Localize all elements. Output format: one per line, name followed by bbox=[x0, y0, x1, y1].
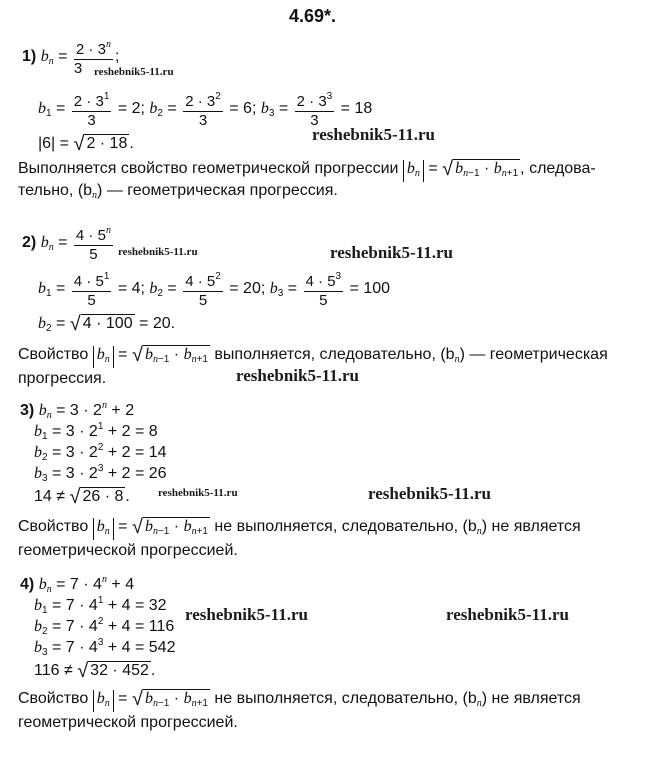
watermark-3: reshebnik5-11.ru bbox=[118, 246, 198, 258]
part-3-check: 14 ≠ √ 26 · 8 . bbox=[34, 486, 130, 508]
watermark-7: reshebnik5-11.ru bbox=[368, 484, 491, 503]
part-4-line-1: $b_1 = 7 \cdot 4^1 + 4 = 32$ bbox=[34, 595, 167, 616]
problem-title: 4.69*. bbox=[289, 6, 337, 26]
watermark-8: reshebnik5-11.ru bbox=[185, 605, 308, 624]
part-2-terms: $b_1$ = $\frac{4 \cdot 5^1}{5}$ = 4; $b_2$ = $\frac{4 \cdot 5^2}{5}$ = 20; $b_3$ = $\frac{4 \cdot 5^3}{5}$ = 100 bbox=[38, 268, 390, 310]
watermark-6: reshebnik5-11.ru bbox=[158, 487, 238, 499]
part-4-conclusion-line2: геометрической прогрессией. bbox=[18, 714, 238, 731]
part-2-formula: 2) $b_n$ = $\frac{4 \cdot 5^n}{5}$ bbox=[22, 222, 115, 264]
watermark-4: reshebnik5-11.ru bbox=[330, 243, 453, 262]
part-4-line-2: $b_2 = 7 \cdot 4^2 + 4 = 116$ bbox=[34, 616, 175, 637]
part-4-check: 116 ≠ √ 32 · 452 . bbox=[34, 660, 156, 682]
part-3-formula: 3) $b_n = 3 \cdot 2^n + 2$ bbox=[20, 400, 135, 421]
part-3-line-3: $b_3 = 3 \cdot 2^3 + 2 = 26$ bbox=[34, 463, 167, 484]
part-2-conclusion-line2: прогрессия. bbox=[18, 370, 107, 387]
part-1-number: 1) bbox=[22, 48, 37, 66]
part-4-line-3: $b_3 = 7 \cdot 4^3 + 4 = 542$ bbox=[34, 637, 176, 658]
part-4-formula: 4) $b_n = 7 \cdot 4^n + 4$ bbox=[20, 574, 135, 595]
part-3-line-2: $b_2 = 3 \cdot 2^2 + 2 = 14$ bbox=[34, 442, 167, 463]
part-1-formula: 1) $b_n$ = $\frac{2 \cdot 3^n}{3}$ ; bbox=[22, 36, 119, 78]
part-3-conclusion-line1: Свойство $b_n$ = √ $b_{n-1} \cdot b_{n+1}$ не выполняется, следовательно, $(b_n)$ не является bbox=[18, 516, 581, 538]
part-4-conclusion-line1: Свойство $b_n$ = √ $b_{n-1} \cdot b_{n+1}$ не выполняется, следовательно, $(b_n)$ не является bbox=[18, 688, 581, 710]
part-3-line-1: $b_1 = 3 \cdot 2^1 + 2 = 8$ bbox=[34, 421, 158, 442]
watermark-1: reshebnik5-11.ru bbox=[94, 66, 174, 78]
watermark-2: reshebnik5-11.ru bbox=[312, 125, 435, 144]
watermark-9: reshebnik5-11.ru bbox=[446, 605, 569, 624]
part-1-conclusion-line1: Выполняется свойство геометрической прогрессии $b_n$ = √ $b_{n-1} \cdot b_{n+1}$ , следова- bbox=[18, 158, 596, 180]
part-3-conclusion-line2: геометрической прогрессией. bbox=[18, 542, 238, 559]
watermark-5: reshebnik5-11.ru bbox=[236, 366, 359, 385]
part-1-conclusion-line2: тельно, $(b_n)$ — геометрическая прогрессия. bbox=[18, 182, 338, 201]
part-2-conclusion-line1: Свойство $b_n$ = √ $b_{n-1} \cdot b_{n+1}$ выполняется, следовательно, $(b_n)$ — геометрическая bbox=[18, 344, 608, 366]
part-1-terms: $b_1$ = $\frac{2 \cdot 3^1}{3}$ = 2; $b_2$ = $\frac{2 \cdot 3^2}{3}$ = 6; $b_3$ = $\frac{2 \cdot 3^3}{3}$ = 18 bbox=[38, 88, 372, 130]
part-2-check: $b_2$ = √ 4 · 100 = 20. bbox=[38, 313, 176, 335]
part-1-check: |6| = √ 2 · 18 . bbox=[38, 133, 134, 155]
